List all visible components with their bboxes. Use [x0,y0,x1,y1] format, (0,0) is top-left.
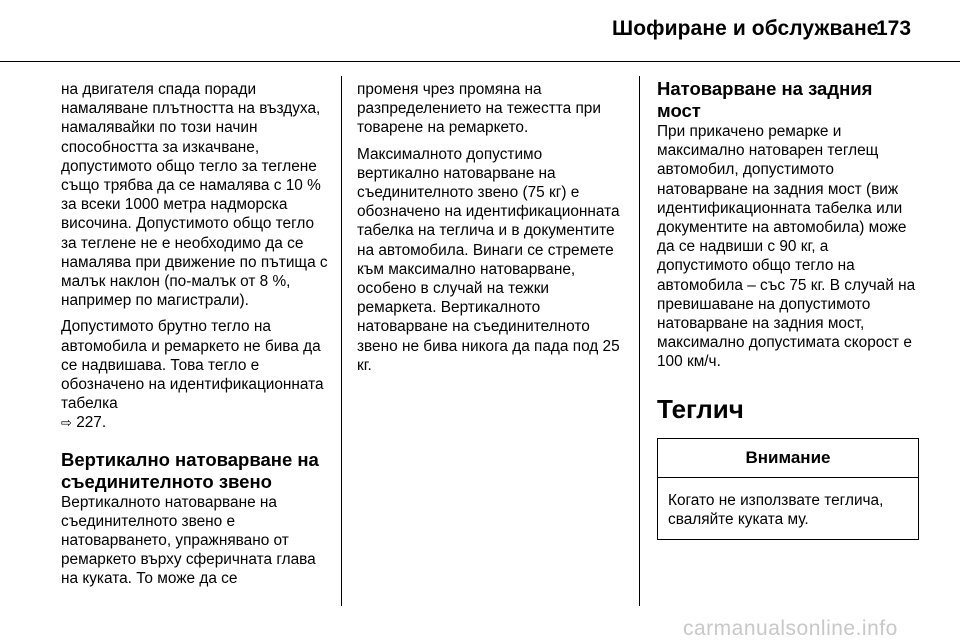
column-divider [639,76,640,606]
section-subheading: Натоварване на задния мост [657,78,873,121]
notice-title: Внимание [658,439,918,478]
paragraph-text: Допустимото брутно тегло на автомобила и ремаркето не бива да се надвишава. Това тегло е обозначено на идентификационната табелка [61,318,324,413]
paragraph: При прикачено ремарке и максимално натоварен теглещ автомобил, допустимото натоварване на задния мост (виж идентификационната табелка или документите на автомобила) може да се надвиши с 90 кг, а допустимото общо тегло на автомобила – със 75 кг. В случай на превишаване на допустимото натоварване на задния мост, максимално допустимата скорост е 100 км/ч. [657,123,916,371]
watermark: carmanualsonline.info [683,617,898,640]
paragraph: Вертикалното натоварване на съединителното звено е натоварването, упражнявано от ремаркето върху сферичната глава на куката. То може да се [61,493,316,588]
text-column-1 [61,80,333,589]
page-reference-arrow-icon: ⇨ [61,415,72,431]
paragraph: Максималното допустимо вертикално натоварване на съединителното звено (75 кг) е обозначено на идентификационната табелка на теглича и в документите на автомобила. Винаги се стремете към максимално натоварване, особено в случай на тежки ремаркета. Вертикалното натоварване на съединителното звено не бива никога да пада под 25 кг. [357,145,620,374]
column-divider [341,76,342,606]
text-column-3 [657,78,921,540]
page-reference-number: 227. [76,414,107,432]
page-header-title: Шофиране и обслужване [612,17,879,40]
warning-notice-box [657,438,919,540]
section-heading: Теглич [657,393,744,424]
paragraph: променя чрез промяна на разпределението на тежестта при товарене на ремаркето. [357,81,601,137]
text-column-2 [357,80,623,375]
notice-body: Когато не използвате теглича, сваляйте куката му. [668,491,884,528]
paragraph [61,317,333,432]
header-divider [0,61,960,62]
paragraph: на двигателя спада поради намаляване плътността на въздуха, намалявайки по този начин способността за изкачване, допустимото общо тегло за теглене също трябва да се намалява с 10 % за всеки 1000 метра надморска височина. Допустимото общо тегло за теглене не е необходимо да се намалява при движение по пътища с малък наклон (по-малък от 8 %, например по магистрали). [61,81,328,310]
page-number: 173 [876,17,912,40]
section-subheading: Вертикално натоварване на съединителното звено [61,448,319,492]
